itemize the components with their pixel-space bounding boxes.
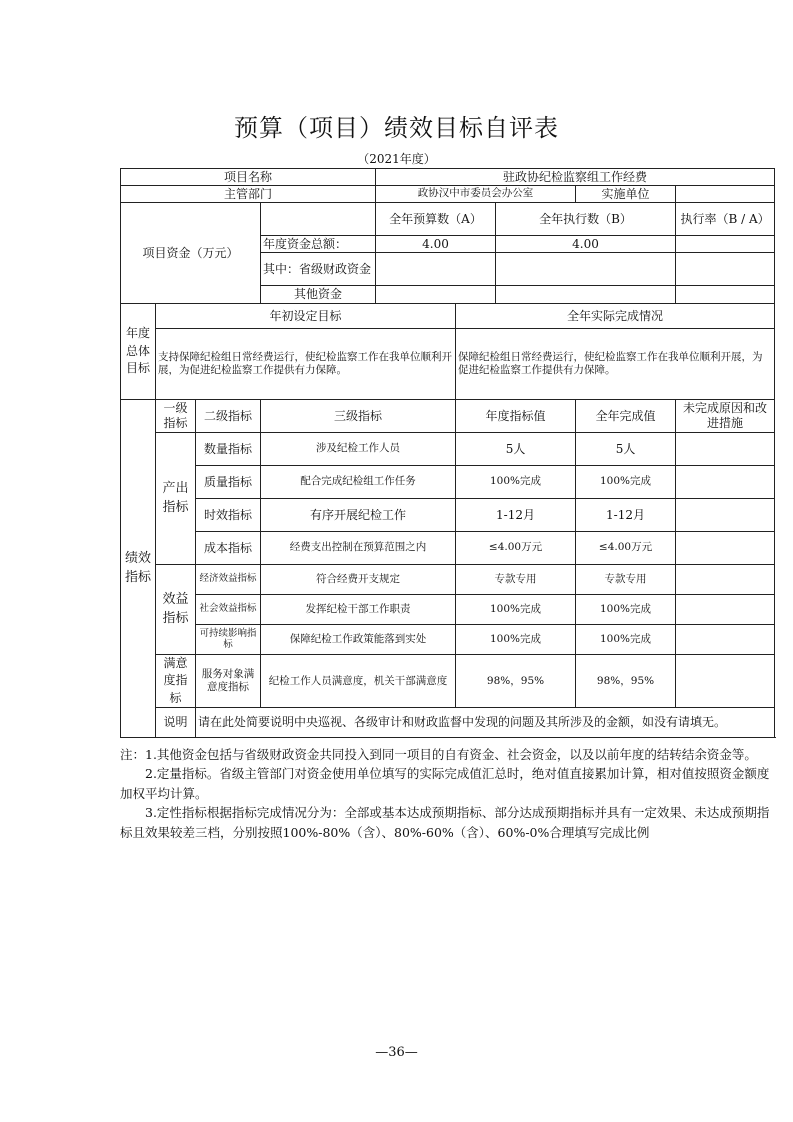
indicator-target: 100%完成: [456, 625, 576, 655]
indicator-actual: 100%完成: [576, 466, 676, 499]
hdr-lvl3: 三级指标: [261, 400, 456, 433]
indicator-actual: 100%完成: [576, 625, 676, 655]
indicator-target: 100%完成: [456, 595, 576, 625]
indicator-lvl2: 时效指标: [196, 499, 261, 532]
indicator-lvl3: 保障纪检工作政策能落到实处: [261, 625, 456, 655]
funds-row-rate: [676, 286, 775, 304]
goals-col-done: 全年实际完成情况: [456, 304, 775, 329]
evaluation-table-wrap: [120, 168, 774, 738]
indicator-row: [121, 625, 775, 655]
project-name-row: [121, 169, 775, 186]
page-number: —36—: [375, 1045, 418, 1060]
project-name-label: 项目名称: [121, 169, 376, 186]
dept-label: 主管部门: [121, 186, 376, 203]
indicator-target: 98%，95%: [456, 655, 576, 708]
indicator-lvl2: 社会效益指标: [196, 595, 261, 625]
indicator-actual: 100%完成: [576, 595, 676, 625]
indicator-row: [121, 595, 775, 625]
group-benefit-label: 效益指标: [156, 565, 196, 655]
funds-row-exec: [496, 286, 676, 304]
goals-done-text: 保障纪检组日常经费运行，使纪检监察工作在我单位顺利开展，为促进纪检监察工作提供有力保障。: [456, 329, 775, 400]
impl-unit-value: [676, 186, 775, 203]
indicator-lvl2: 经济效益指标: [196, 565, 261, 595]
indicator-reason: [676, 433, 775, 466]
fiscal-year: （2021年度）: [357, 152, 436, 166]
hdr-lvl2: 二级指标: [196, 400, 261, 433]
indicator-lvl3: 配合完成纪检组工作任务: [261, 466, 456, 499]
project-name-value: 驻政协纪检监察组工作经费: [376, 169, 775, 186]
indicator-reason: [676, 532, 775, 565]
footnotes: [120, 745, 774, 842]
col-exec: 全年执行数（B）: [496, 203, 676, 236]
dept-row: [121, 186, 775, 203]
funds-row-label: 其他资金: [261, 286, 376, 304]
indicator-row: [121, 466, 775, 499]
indicator-lvl2: 服务对象满意度指标: [196, 655, 261, 708]
indicator-row: [121, 655, 775, 708]
funds-row-budget: [376, 286, 496, 304]
indicator-row: [121, 532, 775, 565]
footnote-1: 注：1.其他资金包括与省级财政资金共同投入到同一项目的自有资金、社会资金，以及以前年度的结转结余资金等。: [120, 747, 757, 762]
group-satisfaction-label: 满意度指标: [156, 655, 196, 708]
funds-header-empty: [261, 203, 376, 236]
col-budget: 全年预算数（A）: [376, 203, 496, 236]
indicator-reason: [676, 655, 775, 708]
goals-label: 年度总体目标: [121, 304, 156, 400]
indicator-target: 1-12月: [456, 499, 576, 532]
remark-row: [121, 708, 775, 738]
funds-row-exec: [496, 253, 676, 286]
goals-content-row: [121, 329, 775, 400]
indicator-lvl3: 符合经费开支规定: [261, 565, 456, 595]
evaluation-table: [120, 168, 775, 738]
goals-set-text: 支持保障纪检组日常经费运行，使纪检监察工作在我单位顺利开展，为促进纪检监察工作提供有力保障。: [156, 329, 456, 400]
goals-col-set: 年初设定目标: [156, 304, 456, 329]
funds-row-label: 其中：省级财政资金: [261, 253, 376, 286]
indicator-actual: 1-12月: [576, 499, 676, 532]
footnote-3: 3.定性指标根据指标完成情况分为：全部或基本达成预期指标、部分达成预期指标并具有一定效果、未达成预期指标且效果较差三档，分别按照100%-80%（含）、80%-60%（含）、60%-0%合理填写完成比例: [120, 805, 770, 840]
indicator-lvl2: 可持续影响指标: [196, 625, 261, 655]
col-rate: 执行率（B / A）: [676, 203, 775, 236]
indicator-reason: [676, 595, 775, 625]
indicator-actual: 专款专用: [576, 565, 676, 595]
dept-value: 政协汉中市委员会办公室: [376, 186, 576, 203]
remark-text: 请在此处简要说明中央巡视、各级审计和财政监督中发现的问题及其所涉及的金额，如没有请填无。: [196, 708, 775, 738]
indicator-lvl3: 发挥纪检干部工作职责: [261, 595, 456, 625]
indicator-reason: [676, 625, 775, 655]
indicator-lvl3: 有序开展纪检工作: [261, 499, 456, 532]
indicator-lvl3: 纪检工作人员满意度，机关干部满意度: [261, 655, 456, 708]
indicator-lvl2: 成本指标: [196, 532, 261, 565]
group-output-label: 产出指标: [156, 433, 196, 565]
indicator-target: 专款专用: [456, 565, 576, 595]
indicator-row: [121, 433, 775, 466]
goals-header-row: [121, 304, 775, 329]
indicator-lvl3: 涉及纪检工作人员: [261, 433, 456, 466]
hdr-lvl1: 一级指标: [156, 400, 196, 433]
hdr-target: 年度指标值: [456, 400, 576, 433]
indicator-target: ≤4.00万元: [456, 532, 576, 565]
funds-row-budget: 4.00: [376, 236, 496, 253]
indicator-row: [121, 565, 775, 595]
indicator-target: 5人: [456, 433, 576, 466]
indicator-lvl2: 质量指标: [196, 466, 261, 499]
indicator-actual: 5人: [576, 433, 676, 466]
hdr-reason: 未完成原因和改进措施: [676, 400, 775, 433]
funds-row-label: 年度资金总额：: [261, 236, 376, 253]
indicator-reason: [676, 466, 775, 499]
indicator-target: 100%完成: [456, 466, 576, 499]
funds-row-exec: 4.00: [496, 236, 676, 253]
indicators-header-row: [121, 400, 775, 433]
remark-label: 说明: [156, 708, 196, 738]
funds-header-row: [121, 203, 775, 236]
hdr-actual: 全年完成值: [576, 400, 676, 433]
funds-label: 项目资金（万元）: [121, 203, 261, 304]
indicator-row: [121, 499, 775, 532]
indicator-lvl3: 经费支出控制在预算范围之内: [261, 532, 456, 565]
indicator-actual: 98%，95%: [576, 655, 676, 708]
funds-row-rate: [676, 236, 775, 253]
indicator-reason: [676, 499, 775, 532]
indicator-reason: [676, 565, 775, 595]
footnote-2: 2.定量指标。省级主管部门对资金使用单位填写的实际完成值汇总时，绝对值直接累加计算，相对值按照资金额度加权平均计算。: [120, 766, 770, 801]
page-title: 预算（项目）绩效目标自评表: [234, 114, 559, 142]
indicator-actual: ≤4.00万元: [576, 532, 676, 565]
indicator-lvl2: 数量指标: [196, 433, 261, 466]
indicators-label: 绩效指标: [121, 400, 156, 738]
funds-row-budget: [376, 253, 496, 286]
impl-unit-label: 实施单位: [576, 186, 676, 203]
funds-row-rate: [676, 253, 775, 286]
